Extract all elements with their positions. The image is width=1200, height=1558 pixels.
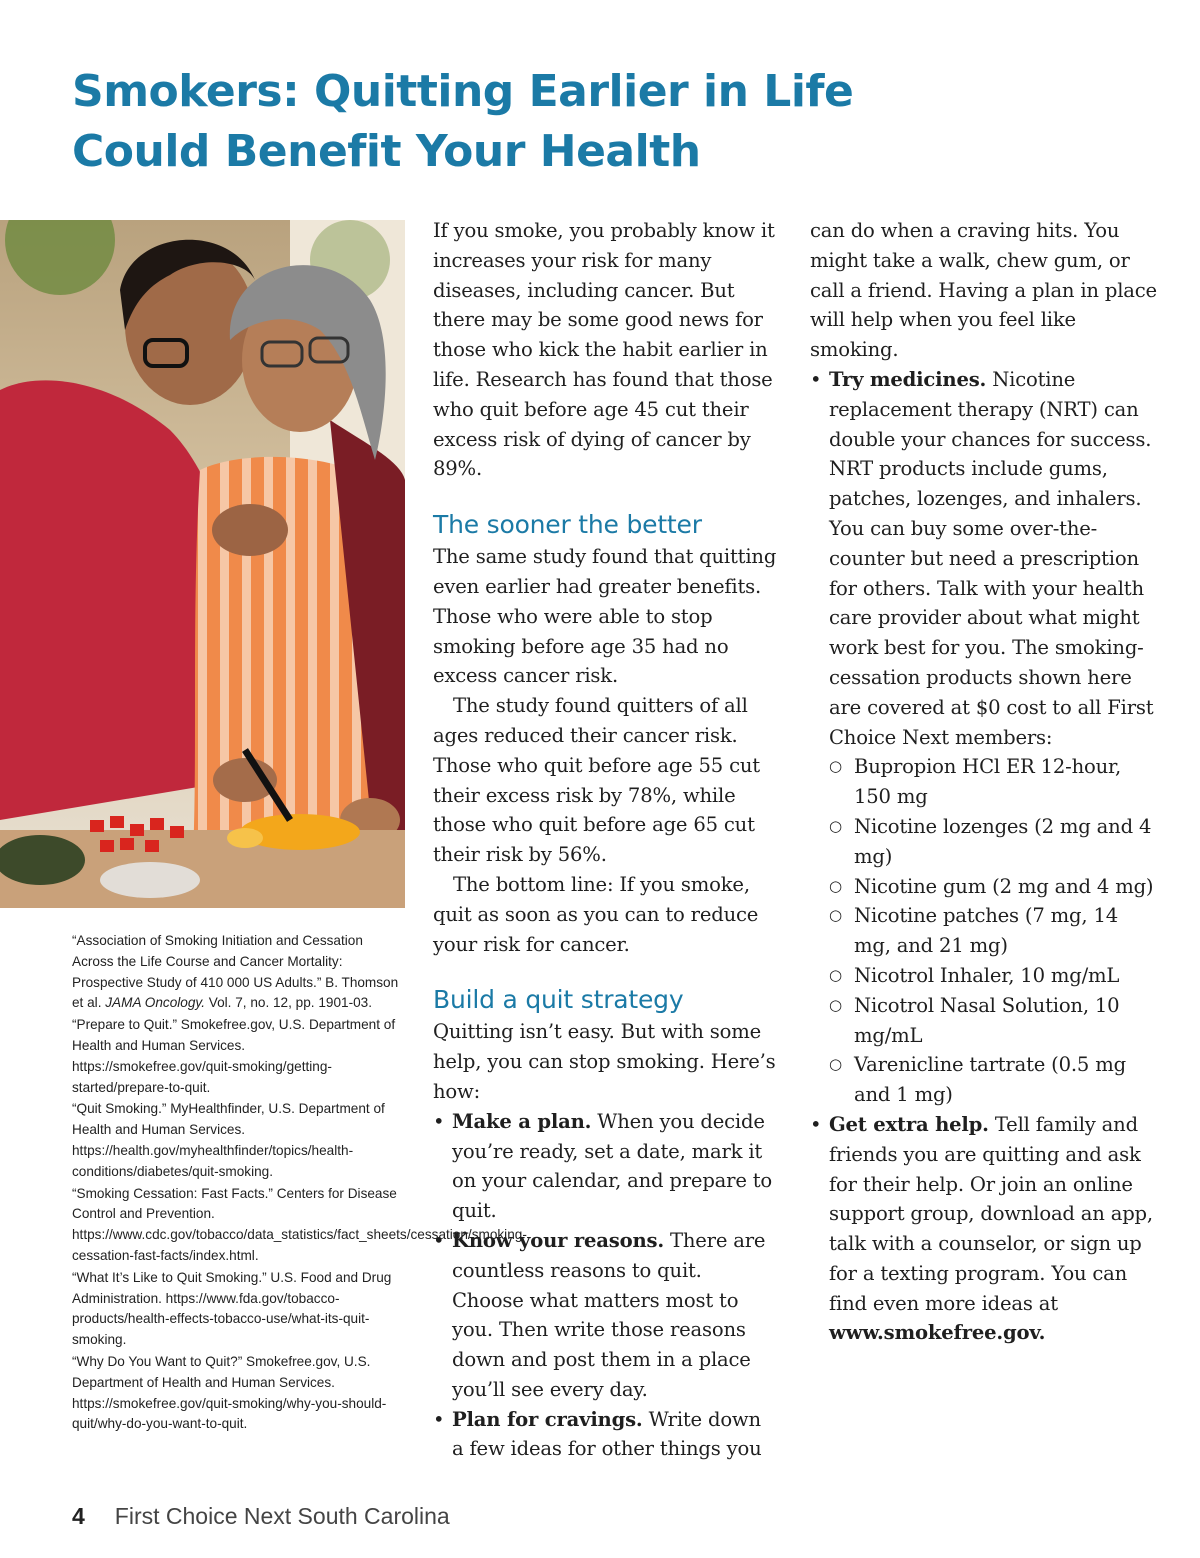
reference-item: “Smoking Cessation: Fast Facts.” Centers for Disease Control and Prevention. https://www.cdc.gov/tobacco/data_statistics/fact_sheets/cessation/smoking-cessation-fast-facts/index.html. [72, 1185, 527, 1263]
product-item: ○ Nicotrol Nasal Solution, 10 mg/mL [829, 991, 1160, 1051]
article-column-1 [433, 216, 778, 1464]
list-item-continued: can do when a craving hits. You might take a walk, chew gum, or call a friend. Having a plan in place will help when you feel like smoking. [810, 219, 1157, 362]
reference-item: “What It’s Like to Quit Smoking.” U.S. Food and Drug Administration. https://www.fda.gov/tobacco-products/health-effects-tobacco-use/what-its-quit-smoking. [72, 1269, 392, 1348]
section-heading: Build a quit strategy [433, 985, 684, 1015]
product-item: ○ Nicotrol Inhaler, 10 mg/mL [829, 961, 1160, 991]
body-paragraph: The same study found that quitting even earlier had greater benefits. Those who were able to stop smoking before age 35 had no excess cancer risk. [433, 545, 777, 688]
reference-item: “Why Do You Want to Quit?” Smokefree.gov, U.S. Department of Health and Human Services. https://smokefree.gov/quit-smoking/why-you-should-quit/why-do-you-want-to-quit. [72, 1353, 387, 1432]
body-paragraph: The bottom line: If you smoke, quit as soon as you can to reduce your risk for cancer. [433, 872, 759, 956]
product-list [829, 752, 1160, 1110]
title-line-2: Could Benefit Your Health [72, 126, 701, 177]
product-item: ○ Nicotine patches (7 mg, 14 mg, and 21 mg) [829, 901, 1160, 961]
body-paragraph: The study found quitters of all ages reduced their cancer risk. Those who quit before age 55 cut their excess risk by 78%, while those who quit before age 65 cut their risk by 56%. [433, 694, 760, 867]
section-heading: The sooner the better [433, 510, 702, 540]
references [72, 931, 527, 1436]
list-item: • Plan for cravings. Write down a few ideas for other things you [433, 1405, 778, 1465]
product-item: ○ Nicotine gum (2 mg and 4 mg) [829, 872, 1160, 902]
list-item: • Try medicines. Nicotine replacement therapy (NRT) can double your chances for success. NRT products include gums, patches, lozenges, and inhalers. You can buy some over-the-counter but need a prescription for others. Talk with your health care provider about what might work best for you. The smoking-cessation products shown here are covered at $0 cost to all First Choice Next members: ○ Bupropion HCl ER 12-hour, 150 mg ○ Nicotine lozenges (2 mg and 4 mg) ○ Nicotine gum (2 mg and 4 mg) ○ Nicotine patches (7 mg, 14 mg, and 21 mg) ○ Nicotrol Inhaler, 10 mg/mL ○ Nicotrol Nasal Solution, 10 mg/mL ○ Varenicline tartrate (0.5 mg and 1 mg) [810, 365, 1160, 1110]
quit-strategy-list [433, 1107, 778, 1465]
list-item: • Make a plan. When you decide you’re ready, set a date, mark it on your calendar, and prepare to quit. [433, 1107, 778, 1226]
reference-item: “Association of Smoking Initiation and Cessation Across the Life Course and Cancer Mortality: Prospective Study of 410 000 US Adults.” B. Thomson et al. JAMA Oncology. Vol. 7, no. 12, pp. 1901-03. [72, 933, 399, 1011]
body-paragraph: Quitting isn’t easy. But with some help, you can stop smoking. Here’s how: [433, 1020, 776, 1103]
smokefree-link[interactable]: www.smokefree.gov. [829, 1321, 1046, 1345]
page-footer [72, 1503, 450, 1530]
list-item: • Get extra help. Tell family and friends you are quitting and ask for their help. Or join an online support group, download an app, talk with a counselor, or sign up for a texting program. You can find even more ideas at www.smokefree.gov. [810, 1110, 1160, 1348]
page-number: 4 [72, 1503, 85, 1529]
product-item: ○ Nicotine lozenges (2 mg and 4 mg) [829, 812, 1160, 872]
article-column-2 [810, 216, 1160, 1348]
photo-illustration [0, 220, 405, 908]
publication-name: First Choice Next South Carolina [114, 1503, 450, 1529]
reference-item: “Quit Smoking.” MyHealthfinder, U.S. Department of Health and Human Services. https://health.gov/myhealthfinder/topics/health-conditions/diabetes/quit-smoking. [72, 1101, 385, 1179]
list-item: • Know your reasons. There are countless reasons to quit. Choose what matters most to you. Then write those reasons down and post them in a place you’ll see every day. [433, 1226, 778, 1405]
reference-item: “Prepare to Quit.” Smokefree.gov, U.S. Department of Health and Human Services. https://smokefree.gov/quit-smoking/getting-started/prepare-to-quit. [72, 1017, 396, 1095]
product-item: ○ Varenicline tartrate (0.5 mg and 1 mg) [829, 1050, 1160, 1110]
title-line-1: Smokers: Quitting Earlier in Life [72, 66, 854, 117]
page-title [72, 62, 972, 182]
intro-paragraph: If you smoke, you probably know it increases your risk for many diseases, including cancer. But there may be some good news for those who kick the habit earlier in life. Research has found that those who quit before age 45 cut their excess risk of dying of cancer by 89%. [433, 219, 775, 481]
hero-photo [0, 220, 405, 908]
quit-strategy-list-continued [810, 216, 1160, 1348]
product-item: ○ Bupropion HCl ER 12-hour, 150 mg [829, 752, 1160, 812]
